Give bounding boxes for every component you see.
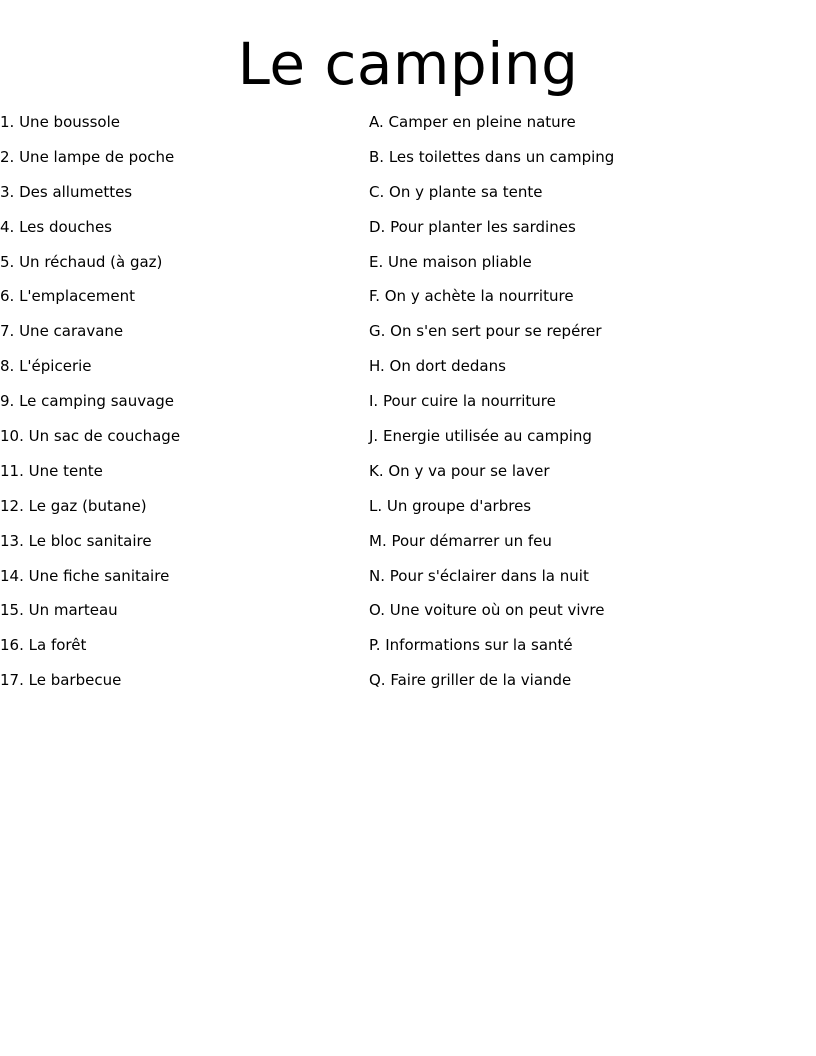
term-item: 11. Une tente — [0, 461, 103, 480]
term-item: 12. Le gaz (butane) — [0, 496, 147, 515]
page-title: Le camping — [237, 30, 579, 98]
definitions-list — [369, 110, 809, 703]
term-item: 3. Des allumettes — [0, 182, 133, 201]
definition-item: C. On y plante sa tente — [369, 182, 543, 201]
term-item: 8. L'épicerie — [0, 357, 92, 376]
term-item: 7. Une caravane — [0, 322, 124, 341]
definition-item: Q. Faire griller de la viande — [369, 671, 572, 690]
term-item: 9. Le camping sauvage — [0, 392, 175, 411]
definition-item: F. On y achète la nourriture — [369, 287, 574, 306]
term-item: 14. Une fiche sanitaire — [0, 566, 170, 585]
term-item: 10. Un sac de couchage — [0, 427, 181, 446]
definition-item: H. On dort dedans — [369, 357, 506, 376]
definition-item: I. Pour cuire la nourriture — [369, 392, 556, 411]
definition-item: P. Informations sur la santé — [369, 636, 573, 655]
definition-item: O. Une voiture où on peut vivre — [369, 601, 605, 620]
terms-list — [0, 110, 360, 703]
term-item: 6. L'emplacement — [0, 287, 135, 306]
definition-item: J. Energie utilisée au camping — [369, 427, 592, 446]
term-item: 1. Une boussole — [0, 113, 120, 131]
term-item: 16. La forêt — [0, 636, 87, 655]
definition-item: E. Une maison pliable — [369, 252, 532, 271]
definition-item: A. Camper en pleine nature — [369, 113, 576, 131]
definition-item: K. On y va pour se laver — [369, 461, 550, 480]
term-item: 4. Les douches — [0, 217, 112, 236]
definition-item: L. Un groupe d'arbres — [369, 496, 532, 515]
definition-item: M. Pour démarrer un feu — [369, 531, 552, 550]
term-item: 5. Un réchaud (à gaz) — [0, 252, 163, 271]
definition-item: G. On s'en sert pour se repérer — [369, 322, 602, 341]
term-item: 17. Le barbecue — [0, 671, 122, 690]
definition-item: D. Pour planter les sardines — [369, 217, 576, 236]
definition-item: B. Les toilettes dans un camping — [369, 147, 615, 166]
definition-item: N. Pour s'éclairer dans la nuit — [369, 566, 589, 585]
term-item: 13. Le bloc sanitaire — [0, 531, 152, 550]
term-item: 15. Un marteau — [0, 601, 118, 620]
term-item: 2. Une lampe de poche — [0, 147, 175, 166]
